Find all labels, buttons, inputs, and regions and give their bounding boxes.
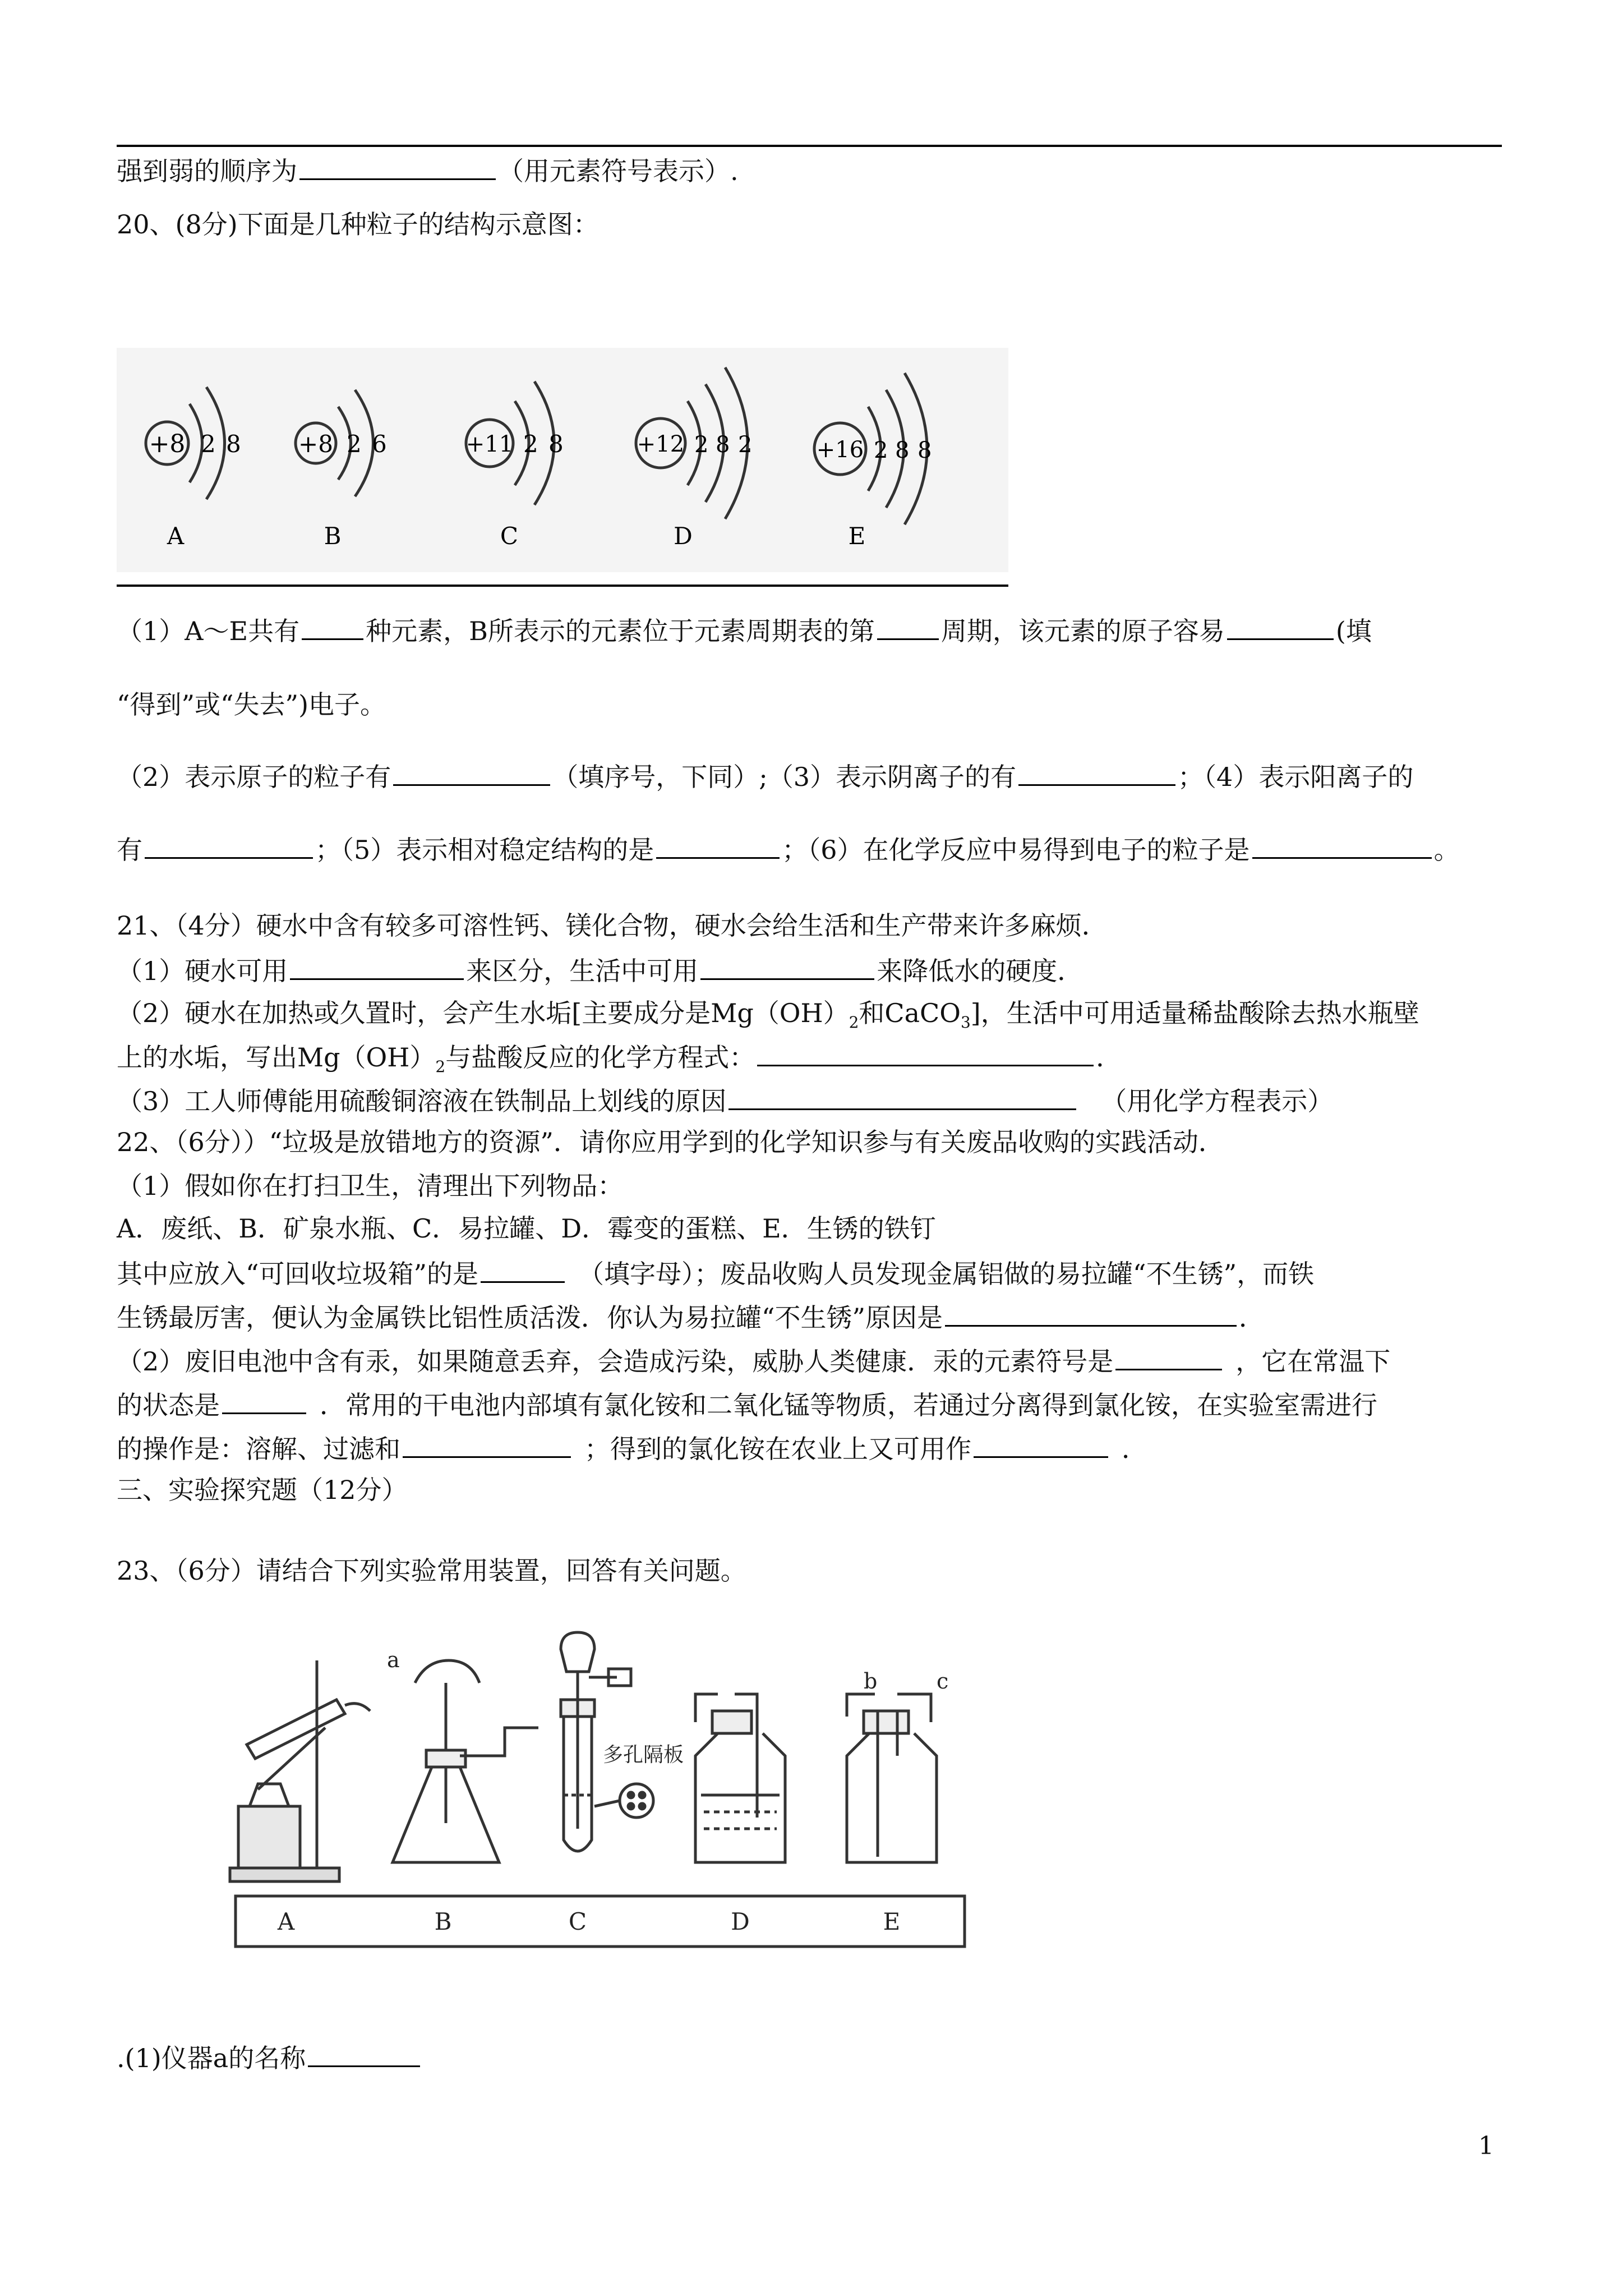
svg-text:8: 8 <box>716 432 730 458</box>
particle-structure-diagram <box>117 348 1014 583</box>
apparatus-a <box>230 1660 370 1881</box>
answer-blank[interactable] <box>222 1387 306 1414</box>
q20-title: 20、(8分)下面是几种粒子的结构示意图： <box>117 209 599 240</box>
answer-blank[interactable] <box>145 831 313 859</box>
svg-text:C: C <box>568 1908 587 1935</box>
answer-blank[interactable] <box>308 2040 420 2067</box>
q23-part1: .(1)仪器a的名称 <box>117 2040 422 2075</box>
q22-part1-reason: 生锈最厉害，便认为金属铁比铝性质活泼．你认为易拉罐“不生锈”原因是 ． <box>117 1299 1265 1335</box>
answer-blank[interactable] <box>877 613 939 640</box>
apparatus-d <box>695 1694 785 1862</box>
svg-text:+8: +8 <box>149 430 186 458</box>
answer-blank[interactable] <box>1115 1343 1222 1370</box>
q22-part1: （1）假如你在打扫卫生，清理出下列物品： <box>117 1171 624 1201</box>
equation-blank[interactable] <box>757 1039 1094 1066</box>
svg-text:2: 2 <box>523 430 538 458</box>
answer-blank[interactable] <box>302 613 363 640</box>
svg-text:B: B <box>324 522 342 550</box>
answer-blank[interactable] <box>481 1255 565 1283</box>
q21-part1: （1）硬水可用 来区分，生活中可用 来降低水的硬度． <box>117 953 1083 988</box>
svg-text:+8: +8 <box>298 430 333 458</box>
equation-blank[interactable] <box>728 1083 1076 1110</box>
q19-tail-line: 强到弱的顺序为 （用元素符号表示）. <box>117 153 739 188</box>
svg-text:+16: +16 <box>816 437 864 463</box>
header-rule <box>117 145 1502 147</box>
q22-part2-cont: 的状态是 ．常用的干电池内部填有氯化铵和二氧化锰等物质，若通过分离得到氯化铵，在实验室需进行 <box>117 1387 1377 1422</box>
svg-text:+12: +12 <box>637 431 685 457</box>
svg-text:2: 2 <box>347 430 362 458</box>
q20-part1-cont: “得到”或“失去”)电子。 <box>117 689 386 720</box>
q22-items: A．废纸、B．矿泉水瓶、C．易拉罐、D．霉变的蛋糕、E．生锈的铁钉 <box>117 1213 936 1244</box>
svg-text:C: C <box>500 522 519 550</box>
q21-title: 21、（4分）硬水中含有较多可溶性钙、镁化合物，硬水会给生活和生产带来许多麻烦． <box>117 910 1108 941</box>
q22-title: 22、（6分））“垃圾是放错地方的资源”．请你应用学到的化学知识参与有关废品收购的实践活动． <box>117 1127 1224 1157</box>
svg-text:8: 8 <box>895 438 910 463</box>
svg-text:E: E <box>848 522 866 550</box>
svg-text:+11: +11 <box>465 431 514 457</box>
page-number: 1 <box>1478 2132 1494 2160</box>
answer-blank[interactable] <box>974 1430 1108 1458</box>
label-box <box>236 1896 965 1947</box>
q20-part1: （1）A～E共有 种元素，B所表示的元素位于元素周期表的第 周期，该元素的原子容易 (填 <box>117 613 1372 648</box>
answer-blank[interactable] <box>393 758 550 786</box>
answer-blank[interactable] <box>945 1299 1237 1327</box>
svg-text:D: D <box>731 1908 750 1935</box>
svg-text:2: 2 <box>694 432 709 458</box>
svg-text:A: A <box>277 1908 295 1935</box>
answer-blank[interactable] <box>403 1430 571 1458</box>
svg-text:E: E <box>883 1908 901 1935</box>
answer-blank[interactable] <box>299 153 496 180</box>
answer-blank[interactable] <box>1018 758 1175 786</box>
q20-part3: 有 ；（5）表示相对稳定结构的是 ；（6）在化学反应中易得到电子的粒子是 。 <box>117 831 1460 867</box>
svg-text:D: D <box>674 522 693 550</box>
q23-title: 23、（6分）请结合下列实验常用装置，回答有关问题。 <box>117 1556 746 1586</box>
svg-text:B: B <box>434 1908 452 1935</box>
svg-text:8: 8 <box>226 430 241 458</box>
q20-part2: （2）表示原子的粒子有 （填序号，下同）;（3）表示阴离子的有 ；（4）表示阳离子的 <box>117 758 1413 794</box>
answer-blank[interactable] <box>656 831 780 859</box>
svg-text:8: 8 <box>917 438 932 463</box>
section-heading: 三、实验探究题（12分） <box>117 1475 408 1505</box>
svg-text:2: 2 <box>874 438 888 463</box>
q22-part2: （2）废旧电池中含有汞，如果随意丢弃，会造成污染，威胁人类健康．汞的元素符号是 ，它在常温下 <box>117 1343 1390 1378</box>
svg-text:2: 2 <box>201 430 216 458</box>
svg-text:多孔隔板: 多孔隔板 <box>603 1743 684 1766</box>
apparatus-e <box>847 1694 937 1862</box>
q21-part3: （3）工人师傅能用硫酸铜溶液在铁制品上划线的原因 （用化学方程表示） <box>117 1083 1333 1118</box>
svg-text:b: b <box>864 1669 878 1694</box>
diagram-underline <box>117 585 1008 587</box>
lab-apparatus-diagram <box>224 1627 1122 1963</box>
svg-text:6: 6 <box>372 430 387 458</box>
answer-blank[interactable] <box>1227 613 1334 640</box>
apparatus-c <box>561 1632 653 1851</box>
svg-text:c: c <box>937 1669 949 1694</box>
apparatus-b <box>393 1660 538 1862</box>
q22-part1-q: 其中应放入“可回收垃圾箱”的是 （填字母）；废品收购人员发现金属铝做的易拉罐“不生锈”，而铁 <box>117 1255 1314 1291</box>
answer-blank[interactable] <box>1252 831 1432 859</box>
q22-part2-cont2: 的操作是：溶解、过滤和 ；得到的氯化铵在农业上又可用作 ． <box>117 1430 1147 1466</box>
svg-text:a: a <box>387 1648 400 1672</box>
svg-text:A: A <box>167 522 185 550</box>
svg-text:8: 8 <box>548 430 564 458</box>
answer-blank[interactable] <box>700 953 874 980</box>
svg-text:2: 2 <box>738 432 753 458</box>
q21-part2: （2）硬水在加热或久置时，会产生水垢[主要成分是$Mg(OH)_2$和CaCO$_3$]，生活中可用适量稀盐酸除去热水瓶壁 <box>117 998 1419 1032</box>
answer-blank[interactable] <box>290 953 464 980</box>
q21-part2-cont: 上的水垢，写出$Mg(OH)_2$与盐酸反应的化学方程式： ． <box>117 1039 1122 1084</box>
